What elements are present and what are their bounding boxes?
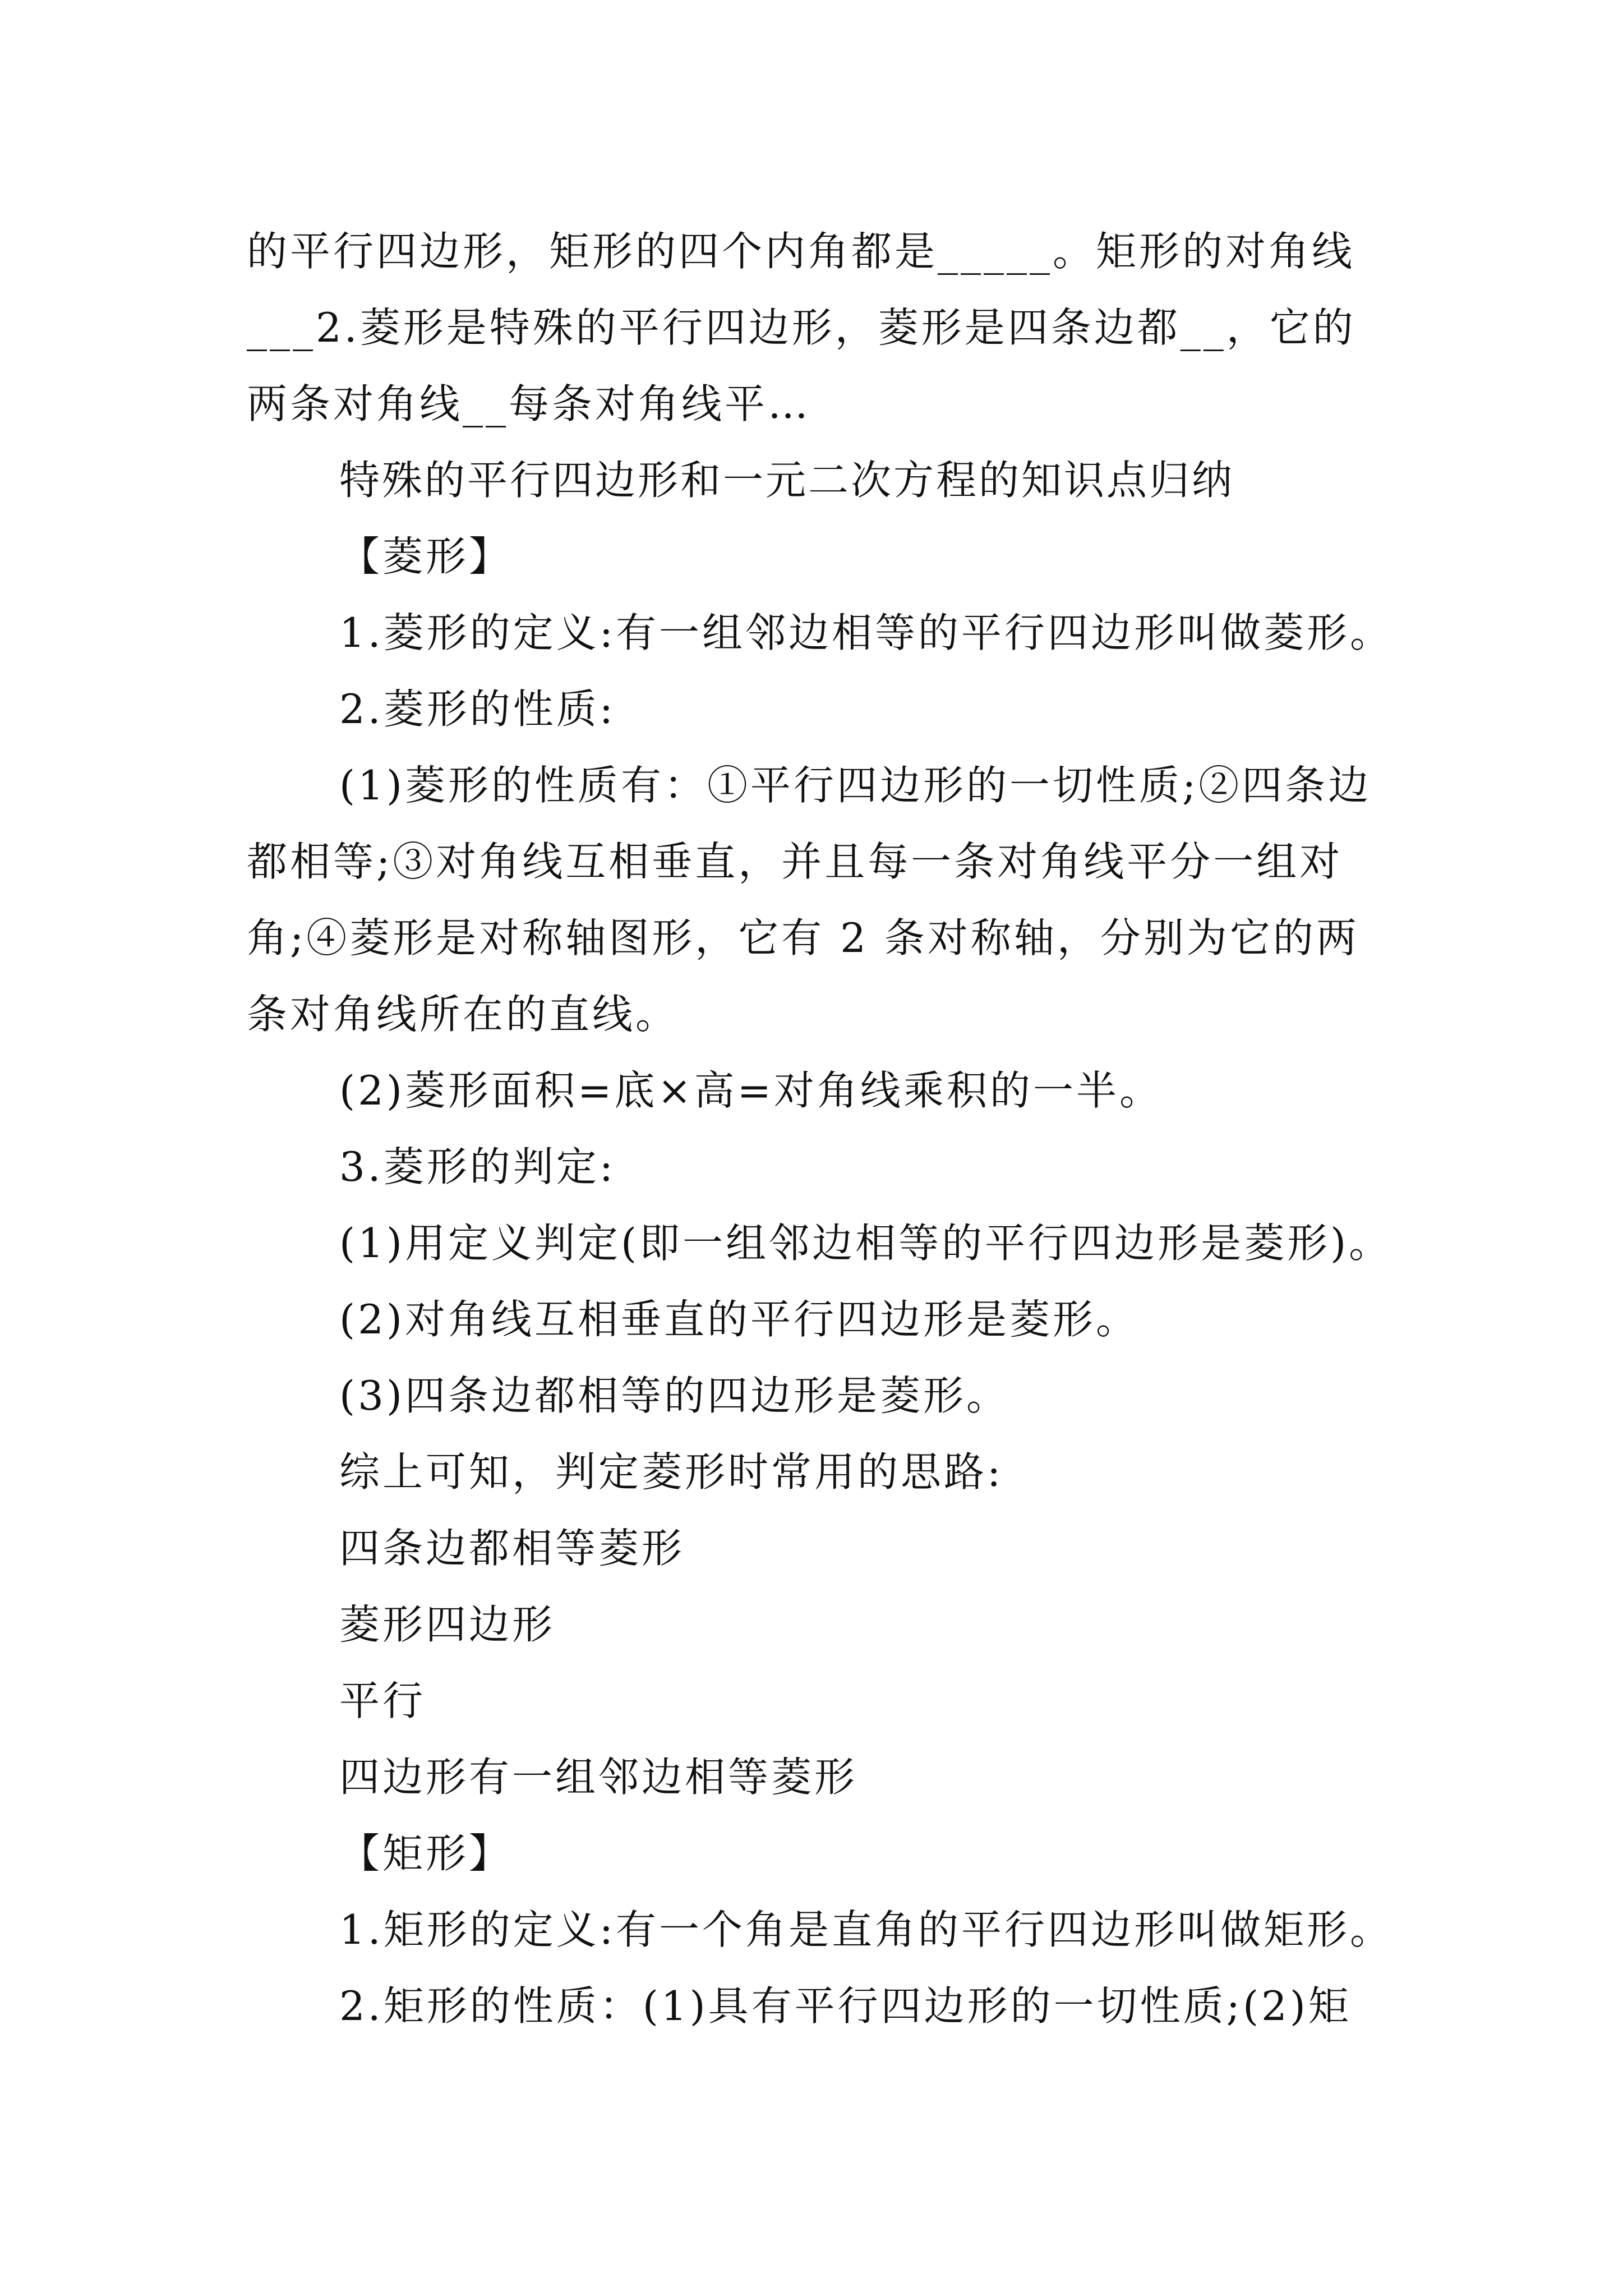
rhombus-judgement-heading: 3.菱形的判定:: [339, 1143, 616, 1190]
rhombus-definition: 1.菱形的定义:有一组邻边相等的平行四边形叫做菱形。: [339, 609, 1393, 656]
flow-line-4: 四边形有一组邻边相等菱形: [339, 1754, 858, 1801]
rhombus-summary: 综上可知，判定菱形时常用的思路:: [339, 1448, 1004, 1496]
intro-line-3: 两条对角线__每条对角线平…: [247, 380, 811, 427]
rhombus-heading: 【菱形】: [339, 533, 513, 580]
document-body: [247, 213, 1396, 2044]
rhombus-property-1-line-1: (1)菱形的性质有：①平行四边形的一切性质;②四条边: [339, 762, 1372, 809]
flow-line-2: 菱形四边形: [339, 1601, 556, 1648]
flow-line-1: 四条边都相等菱形: [339, 1525, 685, 1572]
flow-line-3: 平行: [339, 1677, 426, 1724]
document-title: 特殊的平行四边形和一元二次方程的知识点归纳: [339, 457, 1235, 504]
rhombus-property-1-line-3: 角;④菱形是对称轴图形，它有 2 条对称轴，分别为它的两: [247, 914, 1359, 961]
rectangle-definition: 1.矩形的定义:有一个角是直角的平行四边形叫做矩形。: [339, 1906, 1393, 1953]
rhombus-property-1-line-4: 条对角线所在的直线。: [247, 991, 679, 1038]
rhombus-judgement-2: (2)对角线互相垂直的平行四边形是菱形。: [339, 1296, 1139, 1343]
rhombus-property-1-line-2: 都相等;③对角线互相垂直，并且每一条对角线平分一组对: [247, 838, 1343, 885]
rhombus-judgement-3: (3)四条边都相等的四边形是菱形。: [339, 1372, 1009, 1419]
rhombus-judgement-1: (1)用定义判定(即一组邻边相等的平行四边形是菱形)。: [339, 1220, 1393, 1267]
rhombus-property-2: (2)菱形面积=底×高=对角线乘积的一半。: [339, 1067, 1163, 1114]
rectangle-properties: 2.矩形的性质：(1)具有平行四边形的一切性质;(2)矩: [339, 1982, 1352, 2030]
intro-line-1: 的平行四边形，矩形的四个内角都是_____。矩形的对角线: [247, 228, 1355, 275]
intro-line-2: ___2.菱形是特殊的平行四边形，菱形是四条边都__，它的: [247, 304, 1356, 351]
rhombus-properties-heading: 2.菱形的性质:: [339, 685, 616, 733]
rectangle-heading: 【矩形】: [339, 1830, 513, 1877]
